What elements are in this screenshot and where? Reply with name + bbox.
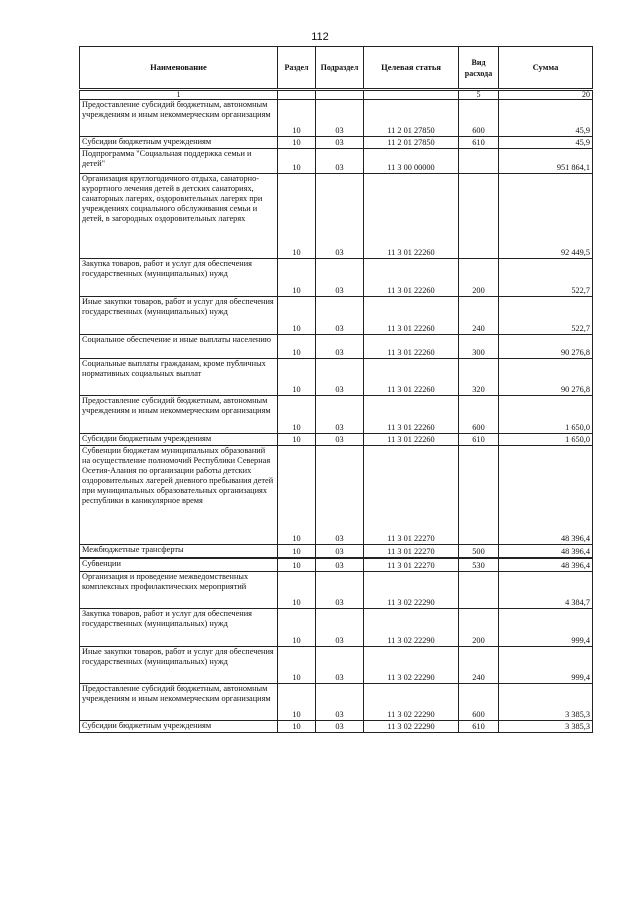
row-name-cell: Субсидии бюджетным учреждениям xyxy=(80,137,278,149)
row-target-cell: 11 3 01 22270 xyxy=(364,545,459,559)
index-cell xyxy=(364,91,459,100)
row-section-cell: 10 xyxy=(278,684,316,721)
row-name-cell: Организация и проведение межведомственных комплексных профилактических мероприятий xyxy=(80,572,278,609)
header-subsection: Подраздел xyxy=(316,47,364,89)
row-name-cell: Субвенции бюджетам муниципальных образований на осуществление полномочий Республики Северная Осетия-Алания по организации работы детских оздоровительных лагерей дневного пребывания детей при муниципальных образовательных организациях республики в каникулярное время xyxy=(80,446,278,545)
row-sum-cell: 3 385,3 xyxy=(499,684,593,721)
row-sum-cell: 1 650,0 xyxy=(499,396,593,434)
row-subsection-cell: 03 xyxy=(316,335,364,359)
row-sum-cell: 951 864,1 xyxy=(499,149,593,174)
row-subsection-cell: 03 xyxy=(316,259,364,297)
page-number: 112 xyxy=(311,31,329,43)
index-cell xyxy=(316,91,364,100)
row-sum-cell: 4 384,7 xyxy=(499,572,593,609)
row-name-cell: Субсидии бюджетным учреждениям xyxy=(80,434,278,446)
row-subsection-cell: 03 xyxy=(316,174,364,259)
row-section-cell: 10 xyxy=(278,545,316,559)
row-subsection-cell: 03 xyxy=(316,149,364,174)
row-expense-type-cell: 610 xyxy=(459,434,499,446)
row-expense-type-cell: 600 xyxy=(459,684,499,721)
row-expense-type-cell: 600 xyxy=(459,100,499,137)
row-sum-cell: 90 276,8 xyxy=(499,359,593,396)
header-row xyxy=(80,47,593,89)
table-row xyxy=(80,359,593,396)
row-sum-cell: 522,7 xyxy=(499,259,593,297)
row-target-cell: 11 3 01 22260 xyxy=(364,174,459,259)
row-name-cell: Иные закупки товаров, работ и услуг для обеспечения государственных (муниципальных) нужд xyxy=(80,647,278,684)
row-expense-type-cell: 200 xyxy=(459,259,499,297)
table-row xyxy=(80,721,593,733)
row-section-cell: 10 xyxy=(278,396,316,434)
row-expense-type-cell: 200 xyxy=(459,609,499,647)
row-subsection-cell: 03 xyxy=(316,721,364,733)
row-expense-type-cell: 610 xyxy=(459,721,499,733)
row-name-cell: Субсидии бюджетным учреждениям xyxy=(80,721,278,733)
table-row xyxy=(80,100,593,137)
row-sum-cell: 45,9 xyxy=(499,137,593,149)
row-target-cell: 11 3 01 22260 xyxy=(364,359,459,396)
row-expense-type-cell xyxy=(459,572,499,609)
row-subsection-cell: 03 xyxy=(316,609,364,647)
table-row xyxy=(80,259,593,297)
row-sum-cell: 1 650,0 xyxy=(499,434,593,446)
table-row xyxy=(80,684,593,721)
row-target-cell: 11 3 01 22260 xyxy=(364,335,459,359)
table-row xyxy=(80,572,593,609)
row-name-cell: Закупка товаров, работ и услуг для обеспечения государственных (муниципальных) нужд xyxy=(80,259,278,297)
row-subsection-cell: 03 xyxy=(316,572,364,609)
row-subsection-cell: 03 xyxy=(316,558,364,572)
row-subsection-cell: 03 xyxy=(316,647,364,684)
row-name-cell: Организация круглогодичного отдыха, санаторно-курортного лечения детей в детских санаториях, санаторных лагерях, оздоровительных лагерях при учреждениях социального обслуживания семьи и детей, в загородных оздоровительных лагерях xyxy=(80,174,278,259)
row-target-cell: 11 3 01 22260 xyxy=(364,297,459,335)
row-sum-cell: 522,7 xyxy=(499,297,593,335)
row-sum-cell: 45,9 xyxy=(499,100,593,137)
row-section-cell: 10 xyxy=(278,721,316,733)
header-sum: Сумма xyxy=(499,47,593,89)
row-section-cell: 10 xyxy=(278,149,316,174)
row-section-cell: 10 xyxy=(278,297,316,335)
row-subsection-cell: 03 xyxy=(316,137,364,149)
row-expense-type-cell: 600 xyxy=(459,396,499,434)
row-expense-type-cell xyxy=(459,174,499,259)
row-subsection-cell: 03 xyxy=(316,100,364,137)
row-expense-type-cell: 240 xyxy=(459,647,499,684)
row-sum-cell: 48 396,4 xyxy=(499,446,593,545)
row-name-cell: Предоставление субсидий бюджетным, автономным учреждениям и иным некоммерческим организациям xyxy=(80,100,278,137)
table-row xyxy=(80,335,593,359)
row-name-cell: Подпрограмма "Социальная поддержка семьи и детей" xyxy=(80,149,278,174)
table-row xyxy=(80,545,593,559)
budget-table xyxy=(79,46,593,733)
table-row xyxy=(80,558,593,572)
row-subsection-cell: 03 xyxy=(316,446,364,545)
row-section-cell: 10 xyxy=(278,174,316,259)
row-target-cell: 11 3 00 00000 xyxy=(364,149,459,174)
index-cell: 1 xyxy=(80,91,278,100)
row-section-cell: 10 xyxy=(278,359,316,396)
row-name-cell: Межбюджетные трансферты xyxy=(80,545,278,559)
row-section-cell: 10 xyxy=(278,100,316,137)
row-sum-cell: 48 396,4 xyxy=(499,545,593,559)
header-target: Целевая статья xyxy=(364,47,459,89)
row-target-cell: 11 3 02 22290 xyxy=(364,684,459,721)
row-sum-cell: 999,4 xyxy=(499,609,593,647)
row-target-cell: 11 3 02 22290 xyxy=(364,572,459,609)
row-sum-cell: 999,4 xyxy=(499,647,593,684)
row-subsection-cell: 03 xyxy=(316,684,364,721)
row-expense-type-cell xyxy=(459,446,499,545)
table-row xyxy=(80,149,593,174)
row-subsection-cell: 03 xyxy=(316,297,364,335)
table-row xyxy=(80,609,593,647)
row-section-cell: 10 xyxy=(278,137,316,149)
header-name: Наименование xyxy=(80,47,278,89)
row-target-cell: 11 3 02 22290 xyxy=(364,609,459,647)
row-sum-cell: 48 396,4 xyxy=(499,558,593,572)
row-subsection-cell: 03 xyxy=(316,545,364,559)
table-row xyxy=(80,647,593,684)
row-name-cell: Иные закупки товаров, работ и услуг для обеспечения государственных (муниципальных) нужд xyxy=(80,297,278,335)
row-target-cell: 11 3 01 22260 xyxy=(364,434,459,446)
table-row xyxy=(80,137,593,149)
row-section-cell: 10 xyxy=(278,572,316,609)
row-expense-type-cell: 240 xyxy=(459,297,499,335)
row-subsection-cell: 03 xyxy=(316,434,364,446)
row-expense-type-cell: 500 xyxy=(459,545,499,559)
table-row xyxy=(80,396,593,434)
row-target-cell: 11 2 01 27850 xyxy=(364,100,459,137)
row-target-cell: 11 3 01 22260 xyxy=(364,259,459,297)
header-section: Раздел xyxy=(278,47,316,89)
row-name-cell: Предоставление субсидий бюджетным, автономным учреждениям и иным некоммерческим организациям xyxy=(80,396,278,434)
row-section-cell: 10 xyxy=(278,434,316,446)
row-section-cell: 10 xyxy=(278,335,316,359)
row-name-cell: Субвенции xyxy=(80,558,278,572)
row-sum-cell: 92 449,5 xyxy=(499,174,593,259)
row-subsection-cell: 03 xyxy=(316,359,364,396)
row-section-cell: 10 xyxy=(278,609,316,647)
row-expense-type-cell: 320 xyxy=(459,359,499,396)
row-target-cell: 11 3 01 22270 xyxy=(364,558,459,572)
row-name-cell: Социальное обеспечение и иные выплаты населению xyxy=(80,335,278,359)
table-row xyxy=(80,297,593,335)
row-sum-cell: 90 276,8 xyxy=(499,335,593,359)
row-section-cell: 10 xyxy=(278,446,316,545)
index-cell xyxy=(278,91,316,100)
row-target-cell: 11 2 01 27850 xyxy=(364,137,459,149)
row-sum-cell: 3 385,3 xyxy=(499,721,593,733)
row-name-cell: Предоставление субсидий бюджетным, автономным учреждениям и иным некоммерческим организациям xyxy=(80,684,278,721)
row-target-cell: 11 3 02 22290 xyxy=(364,721,459,733)
row-expense-type-cell: 530 xyxy=(459,558,499,572)
table-body xyxy=(80,100,593,733)
row-expense-type-cell: 610 xyxy=(459,137,499,149)
header-expense-type: Вид расхода xyxy=(459,47,499,89)
row-section-cell: 10 xyxy=(278,558,316,572)
row-subsection-cell: 03 xyxy=(316,396,364,434)
row-target-cell: 11 3 01 22270 xyxy=(364,446,459,545)
row-expense-type-cell xyxy=(459,149,499,174)
row-name-cell: Социальные выплаты гражданам, кроме публичных нормативных социальных выплат xyxy=(80,359,278,396)
row-target-cell: 11 3 01 22260 xyxy=(364,396,459,434)
table-row xyxy=(80,174,593,259)
table-row xyxy=(80,446,593,545)
row-target-cell: 11 3 02 22290 xyxy=(364,647,459,684)
index-cell: 20 xyxy=(499,91,593,100)
row-name-cell: Закупка товаров, работ и услуг для обеспечения государственных (муниципальных) нужд xyxy=(80,609,278,647)
row-section-cell: 10 xyxy=(278,259,316,297)
index-row xyxy=(80,91,593,100)
table-row xyxy=(80,434,593,446)
index-cell: 5 xyxy=(459,91,499,100)
row-section-cell: 10 xyxy=(278,647,316,684)
row-expense-type-cell: 300 xyxy=(459,335,499,359)
